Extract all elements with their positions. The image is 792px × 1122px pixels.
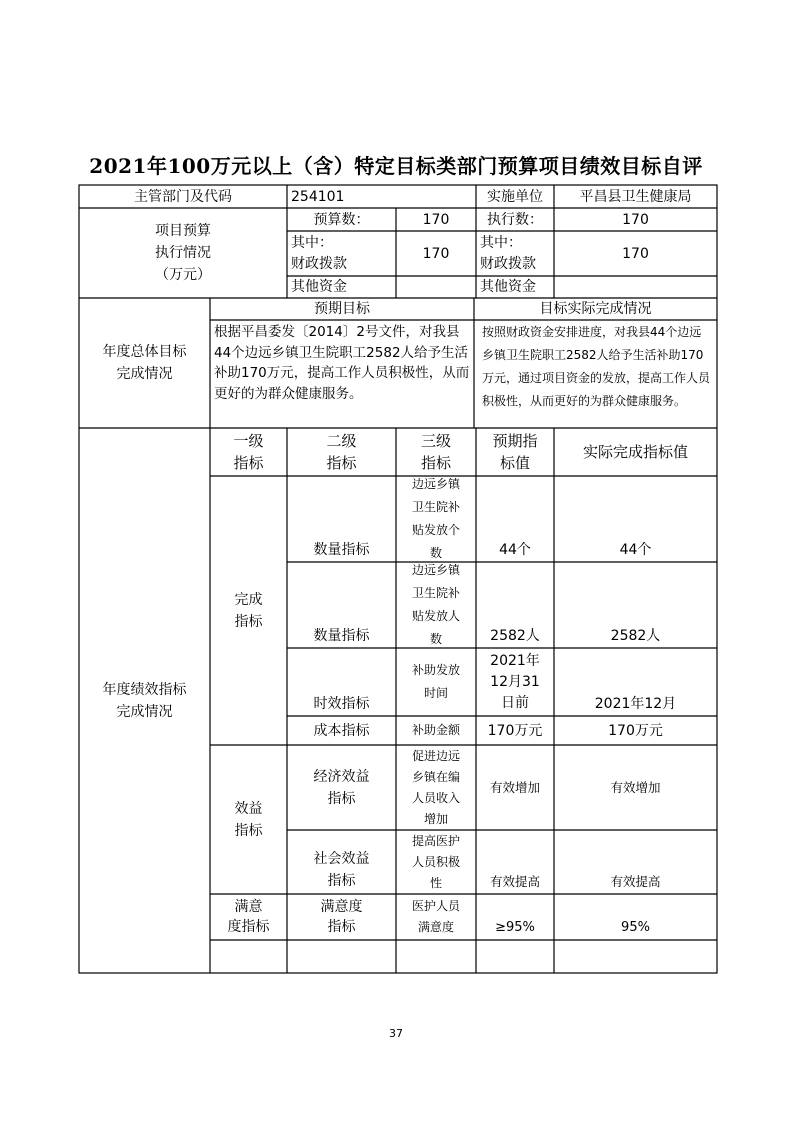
- dept-code: 254101: [291, 188, 345, 205]
- budget-amount-value: 170: [422, 211, 450, 228]
- table-row-expected: 2021年 12月31 日前: [490, 652, 540, 711]
- indicators-label: 年度绩效指标 完成情况: [102, 681, 187, 720]
- table-row-actual: 有效增加: [610, 779, 661, 795]
- col-level3-header: 三级 指标: [420, 432, 451, 472]
- table-row-level2: 社会效益 指标: [313, 851, 370, 889]
- expected-goal-header: 预期目标: [314, 301, 370, 317]
- table-row-actual: 2021年12月: [594, 696, 677, 712]
- fiscal-label-left: 其中： 财政拨款: [291, 234, 347, 272]
- col-level1-header: 一级 指标: [233, 432, 264, 472]
- other-funds-right: 其他资金: [480, 279, 536, 295]
- actual-goal-header: 目标实际完成情况: [539, 301, 652, 317]
- expected-goal-text: 根据平昌委发〔2014〕2号文件，对我县44个边远乡镇卫生院职工2582人给予生活补助170万元，提高工作人员积极性，从而更好的为群众健康服务。: [214, 324, 470, 402]
- table-row-expected: 2582人: [490, 628, 540, 644]
- page-title: 2021年100万元以上（含）特定目标类部门预算项目绩效目标自评: [89, 154, 703, 178]
- col-level2-header: 二级 指标: [326, 432, 357, 472]
- unit-label: 实施单位: [487, 188, 543, 205]
- table-row-actual: 170万元: [608, 722, 663, 739]
- col-actual-header: 实际完成指标值: [582, 443, 688, 461]
- fiscal-value-right: 170: [622, 245, 649, 262]
- table-row-level3: 医护人员 满意度: [411, 899, 460, 934]
- table-row-level3: 边远乡镇 卫生院补 贴发放人 数: [411, 563, 460, 646]
- group-benefit: 效益 指标: [234, 800, 263, 839]
- annual-goal-label: 年度总体目标 完成情况: [102, 344, 187, 382]
- table-row-level2: 满意度 指标: [320, 899, 363, 935]
- unit-value: 平昌县卫生健康局: [579, 188, 692, 205]
- other-funds-left: 其他资金: [291, 279, 347, 295]
- fiscal-value-left: 170: [422, 245, 450, 262]
- table-row-actual: 95%: [621, 920, 650, 935]
- group-satisfaction: 满意 度指标: [227, 899, 270, 935]
- table-row-expected: 44个: [499, 542, 531, 558]
- table-row-level3: 促进边远 乡镇在编 人员收入 增加: [411, 748, 460, 826]
- table-row-level2: 数量指标: [313, 542, 370, 558]
- actual-goal-text: 按照财政资金安排进度，对我县44个边远乡镇卫生院职工2582人给予生活补助170万元，通过项目资金的发放，提高工作人员积极性，从而更好的为群众健康服务。: [482, 325, 711, 408]
- table-row-expected: ≥95%: [495, 920, 535, 935]
- table-row-level2: 成本指标: [313, 722, 370, 739]
- table-row-level2: 经济效益 指标: [313, 768, 370, 807]
- dept-label: 主管部门及代码: [134, 188, 232, 205]
- col-expected-header: 预期指 标值: [492, 432, 538, 472]
- table-row-level2: 数量指标: [313, 628, 370, 644]
- table-row-level2: 时效指标: [313, 696, 370, 712]
- table-row-actual: 2582人: [610, 628, 661, 644]
- table-row-level3: 补助金额: [411, 723, 460, 737]
- group-completion: 完成 指标: [234, 591, 263, 630]
- table-row-actual: 有效提高: [610, 874, 661, 889]
- exec-amount-value: 170: [622, 211, 649, 228]
- budget-amount-label: 预算数：: [313, 211, 370, 228]
- table-row-expected: 170万元: [487, 722, 543, 739]
- table-row-level3: 边远乡镇 卫生院补 贴发放个 数: [411, 477, 460, 560]
- table-row-actual: 44个: [619, 542, 652, 558]
- table-row-expected: 有效提高: [489, 874, 540, 889]
- page-number: 37: [389, 1027, 403, 1040]
- fiscal-label-right: 其中： 财政拨款: [480, 234, 536, 272]
- budget-label: 项目预算 执行情况 （万元）: [155, 223, 211, 283]
- table-row-level3: 提高医护 人员积极 性: [411, 833, 460, 890]
- exec-amount-label: 执行数：: [487, 211, 543, 228]
- table-row-level3: 补助发放 时间: [411, 663, 460, 700]
- table-row-expected: 有效增加: [489, 779, 540, 795]
